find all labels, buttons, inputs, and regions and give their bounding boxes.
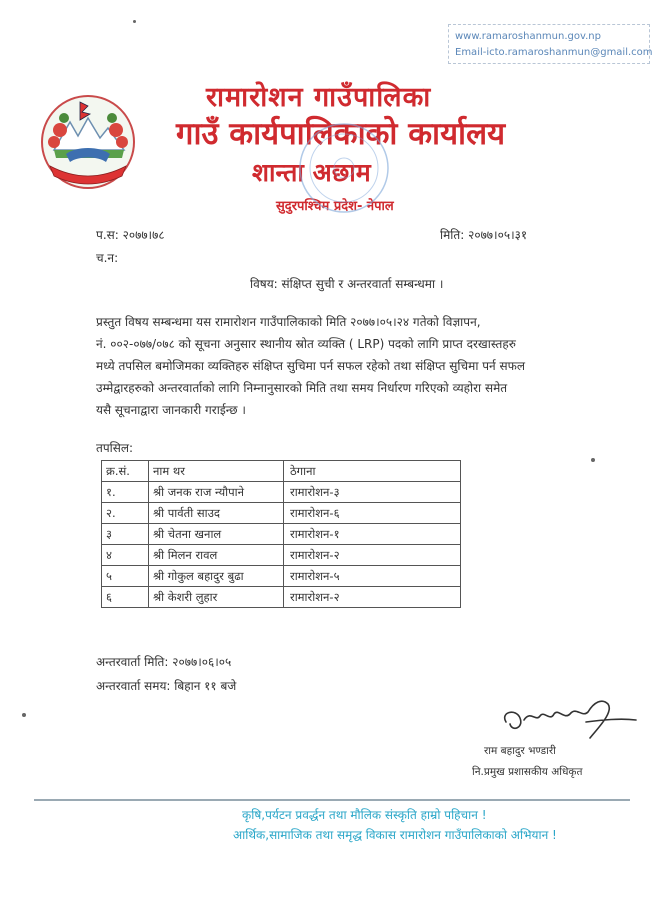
interview-date: अन्तरवार्ता मिति: २०७७।०६।०५	[96, 655, 232, 669]
interview-time: अन्तरवार्ता समय: बिहान ११ बजे	[96, 679, 237, 693]
cell-name: श्री पार्वती साउद	[149, 503, 284, 524]
cell-name: श्री मिलन रावल	[149, 545, 284, 566]
cell-serial: ४	[102, 545, 149, 566]
scan-speck	[22, 713, 26, 717]
municipality-name: रामारोशन गाउँपालिका	[206, 82, 432, 113]
cell-address: रामारोशन-५	[284, 566, 461, 587]
candidate-table	[101, 460, 461, 608]
cell-name: श्री जनक राज न्यौपाने	[149, 482, 284, 503]
cell-serial: ५	[102, 566, 149, 587]
signature-icon	[490, 692, 640, 744]
body-line: उम्मेद्वारहरुको अन्तरवार्ताको लागि निम्नानुसारको मिति तथा समय निर्धारण गरिएको व्यहोरा समेत	[96, 381, 508, 395]
contact-box	[448, 24, 653, 64]
footer-slogan-1: कृषि,पर्यटन प्रवर्द्धन तथा मौलिक संस्कृति हाम्रो पहिचान !	[242, 808, 487, 822]
cell-serial: १.	[102, 482, 149, 503]
cell-serial: २.	[102, 503, 149, 524]
scan-speck	[133, 20, 136, 23]
column-header-name: नाम थर	[149, 461, 284, 482]
signatory-name: राम बहादुर भण्डारी	[484, 745, 556, 757]
cell-name: श्री केशरी लुहार	[149, 587, 284, 608]
letter-date: मिति: २०७७।०५।३१	[440, 228, 528, 242]
footer-divider	[34, 799, 630, 801]
cell-address: रामारोशन-१	[284, 524, 461, 545]
office-name: गाउँ कार्यपालिकाको कार्यालय	[176, 116, 506, 152]
cell-address: रामारोशन-२	[284, 545, 461, 566]
table-row	[102, 503, 461, 524]
office-stamp-icon	[292, 118, 396, 218]
website-text: www.ramaroshanmun.gov.np	[455, 31, 601, 42]
cell-serial: ३	[102, 524, 149, 545]
table-row	[102, 566, 461, 587]
table-row	[102, 482, 461, 503]
table-row	[102, 524, 461, 545]
body-line: मध्ये तपसिल बमोजिमका व्यक्तिहरु संक्षिप्त सुचिमा पर्न सफल रहेको तथा संक्षिप्त सुचिमा पर्न सफल	[96, 359, 526, 373]
body-paragraph	[96, 311, 636, 421]
column-header-address: ठेगाना	[284, 461, 461, 482]
column-header-serial: क्र.सं.	[102, 461, 149, 482]
footer-slogan-2: आर्थिक,सामाजिक तथा समृद्ध विकास रामारोशन गाउँपालिकाको अभियान !	[233, 828, 557, 842]
cell-name: श्री गोकुल बहादुर बुढा	[149, 566, 284, 587]
cell-address: रामारोशन-३	[284, 482, 461, 503]
cell-address: रामारोशन-६	[284, 503, 461, 524]
email-text: Email-icto.ramaroshanmun@gmail.com	[455, 47, 653, 58]
table-row	[102, 587, 461, 608]
table-row	[102, 545, 461, 566]
body-line: यसै सूचनाद्वारा जानकारी गराईन्छ ।	[96, 403, 246, 417]
nepal-emblem-icon	[36, 92, 140, 192]
province-line: सुदुरपश्चिम प्रदेश- नेपाल	[276, 199, 394, 214]
tapasil-label: तपसिल:	[96, 441, 134, 455]
table-header-row	[102, 461, 461, 482]
cell-address: रामारोशन-२	[284, 587, 461, 608]
office-location: शान्ता अछाम	[252, 158, 371, 187]
dispatch-number: च.न:	[96, 251, 119, 265]
body-line: नं. ००२-०७७/०७८ को सूचना अनुसार स्थानीय स्रोत व्यक्ति ( LRP) पदको लागि प्राप्त दरखास्तहरु	[96, 337, 516, 351]
scan-speck	[591, 458, 595, 462]
subject-line: विषय: संक्षिप्त सुची र अन्तरवार्ता सम्बन्धमा ।	[250, 277, 444, 291]
cell-serial: ६	[102, 587, 149, 608]
cell-name: श्री चेतना खनाल	[149, 524, 284, 545]
signatory-title: नि.प्रमुख प्रशासकीय अधिकृत	[472, 766, 583, 778]
body-line: प्रस्तुत विषय सम्बन्धमा यस रामारोशन गाउँपालिकाको मिति २०७७।०५।२४ गतेको विज्ञापन,	[96, 315, 481, 329]
reference-number: प.स: २०७७।७८	[96, 228, 165, 242]
